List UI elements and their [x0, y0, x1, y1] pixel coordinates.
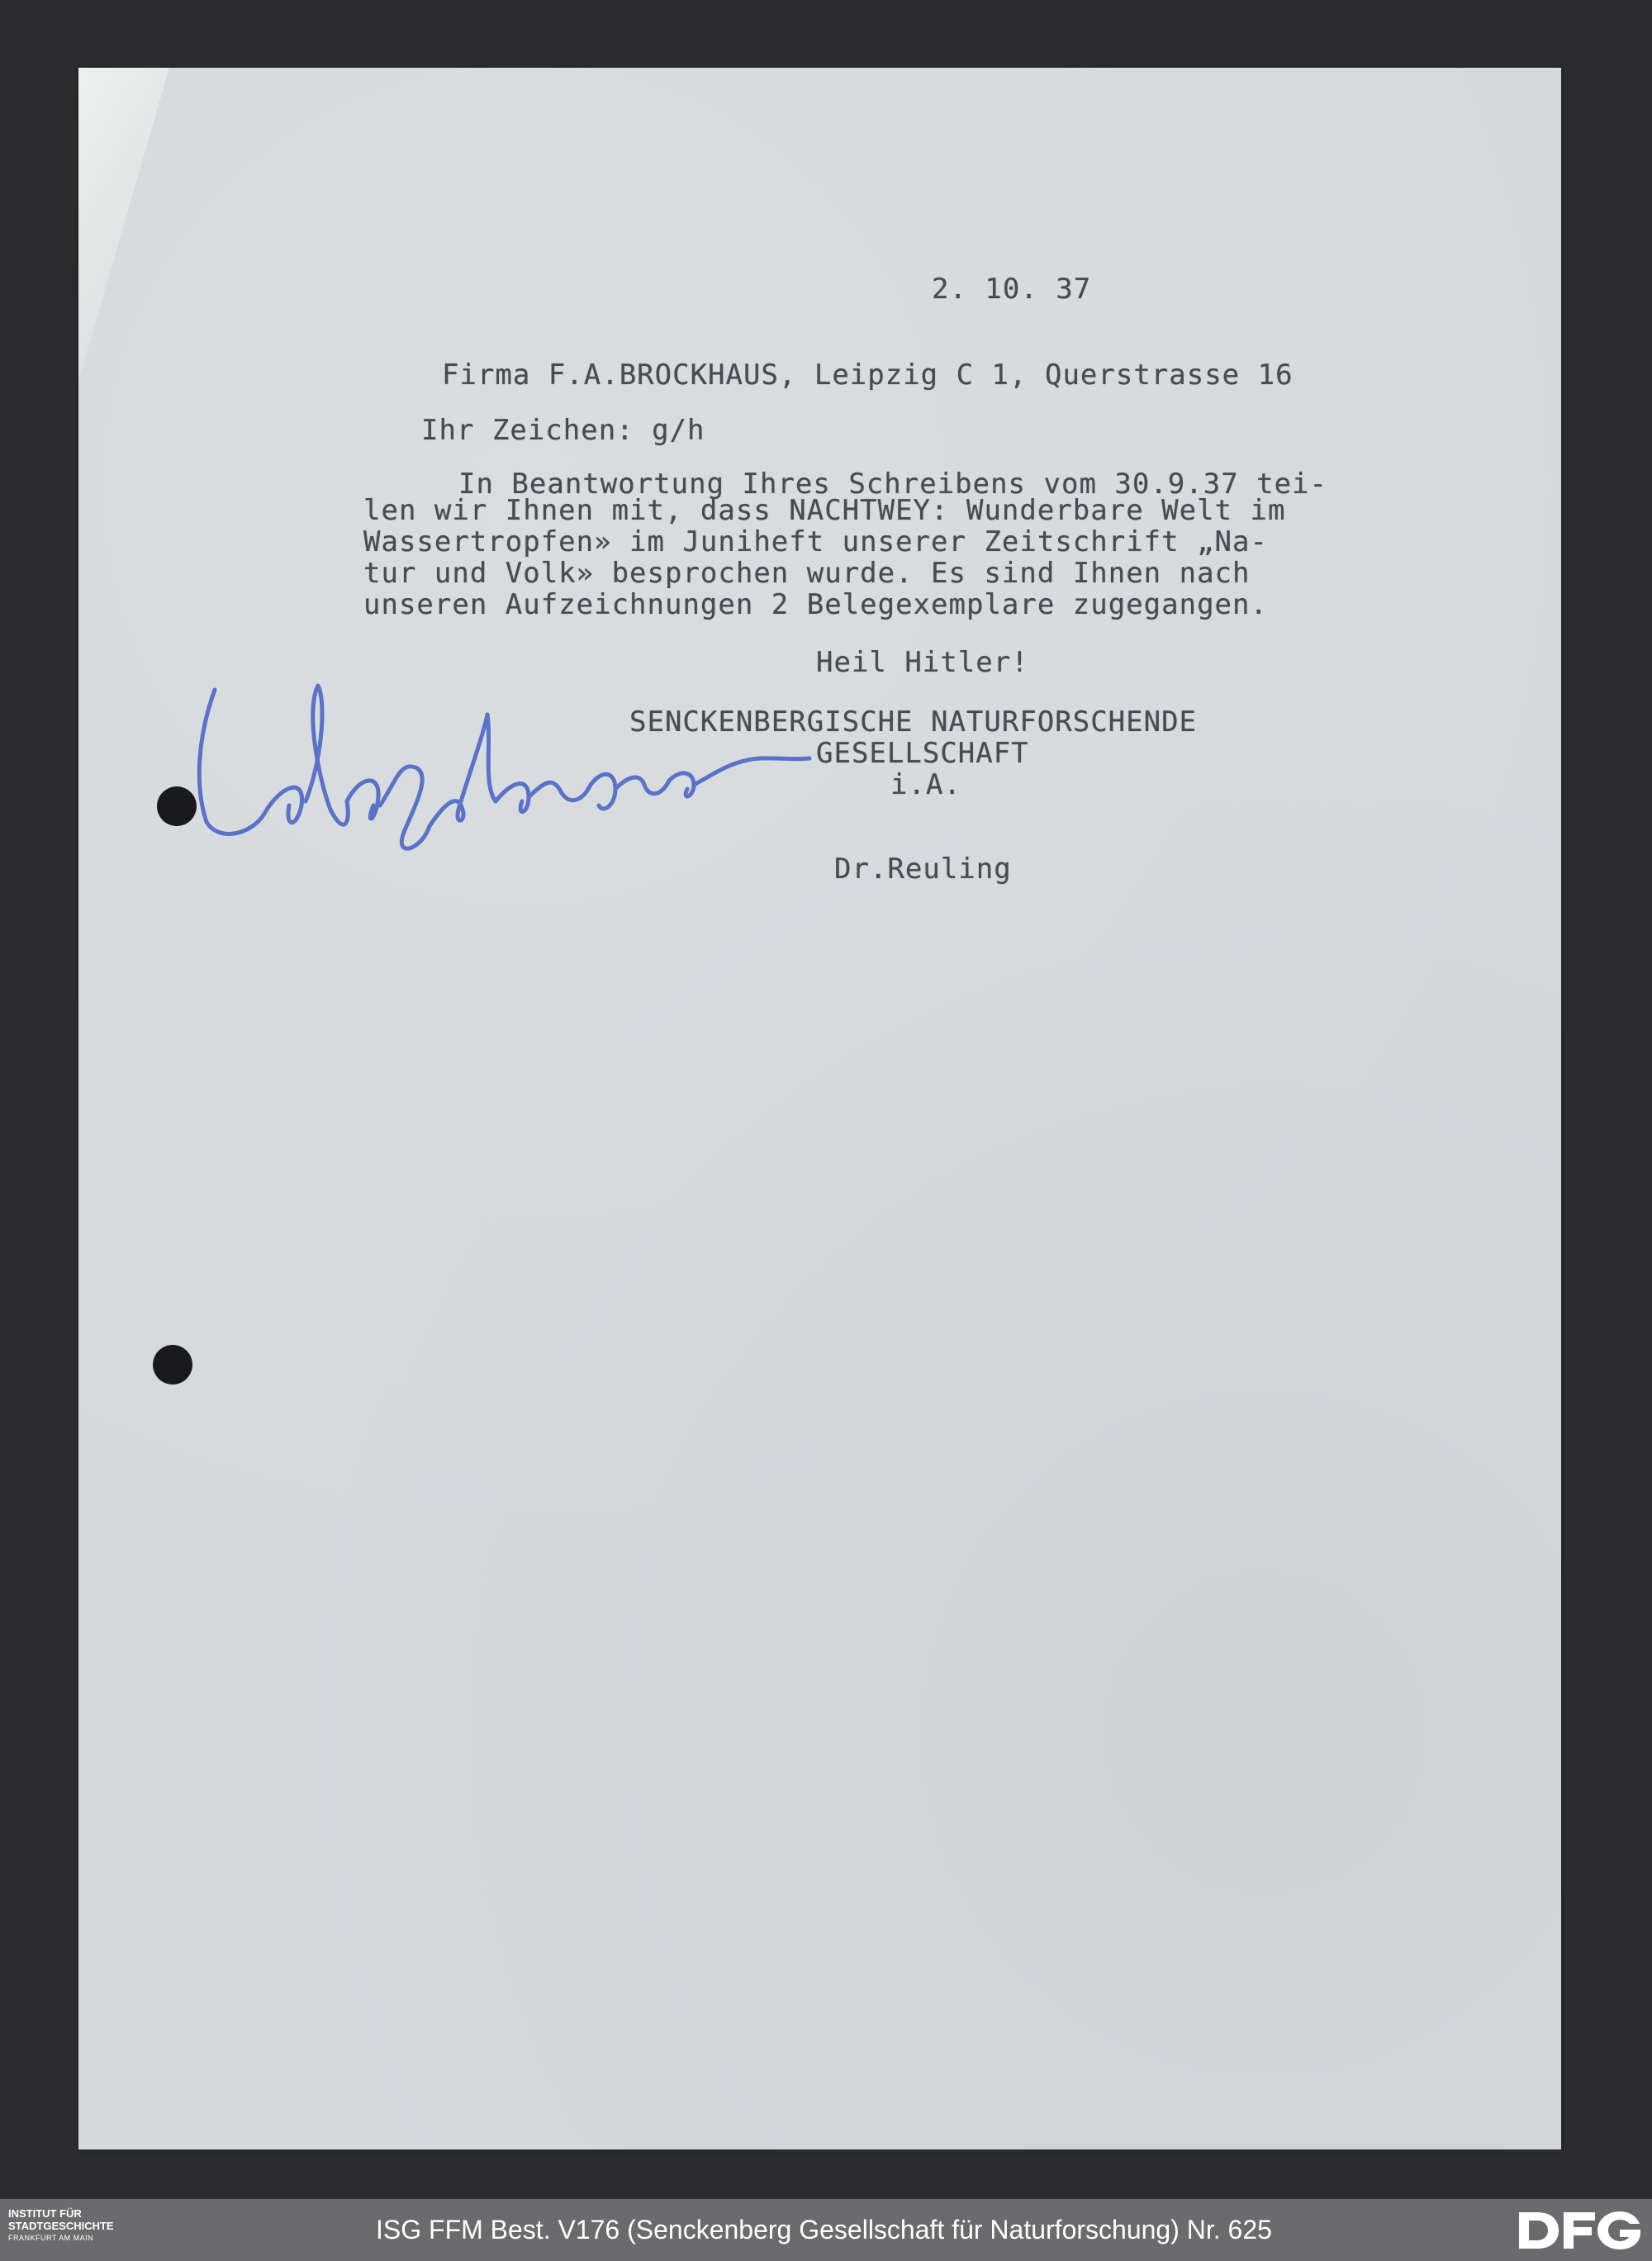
- letter-closing: Heil Hitler!: [816, 646, 1029, 679]
- body-line: Wassertropfen» im Juniheft unserer Zeitschrift „Na-: [363, 525, 1268, 558]
- punch-hole-bottom: [153, 1345, 192, 1385]
- body-line: In Beantwortung Ihres Schreibens vom 30.9.37 tei-: [458, 468, 1328, 501]
- organization-line1: SENCKENBERGISCHE NATURFORSCHENDE: [629, 705, 1198, 739]
- institute-line3: FRANKFURT AM MAIN: [8, 2234, 94, 2242]
- signer-name: Dr.Reuling: [834, 853, 1012, 886]
- dfg-logo-icon: [1516, 2206, 1644, 2255]
- archive-caption: ISG FFM Best. V176 (Senckenberg Gesellschaft für Naturforschung) Nr. 625: [376, 2215, 1272, 2244]
- letter-date: 2. 10. 37: [932, 273, 1092, 306]
- on-behalf: i.A.: [890, 768, 961, 801]
- body-line: unseren Aufzeichnungen 2 Belegexemplare zugegangen.: [363, 588, 1268, 621]
- handwritten-note: [182, 636, 826, 884]
- body-line: tur und Volk» besprochen wurde. Es sind Ihnen nach: [363, 557, 1251, 590]
- institute-line1: INSTITUT FÜR: [8, 2207, 82, 2220]
- organization-line2: GESELLSCHAFT: [816, 737, 1029, 770]
- letter-recipient: Firma F.A.BROCKHAUS, Leipzig C 1, Querstrasse 16: [442, 359, 1294, 392]
- institute-logo: [8, 2207, 149, 2244]
- body-line: len wir Ihnen mit, dass NACHTWEY: Wunderbare Welt im: [363, 494, 1286, 527]
- institute-line2: STADTGESCHICHTE: [8, 2220, 114, 2232]
- letter-reference: Ihr Zeichen: g/h: [421, 414, 705, 447]
- archive-footer: [0, 2199, 1652, 2261]
